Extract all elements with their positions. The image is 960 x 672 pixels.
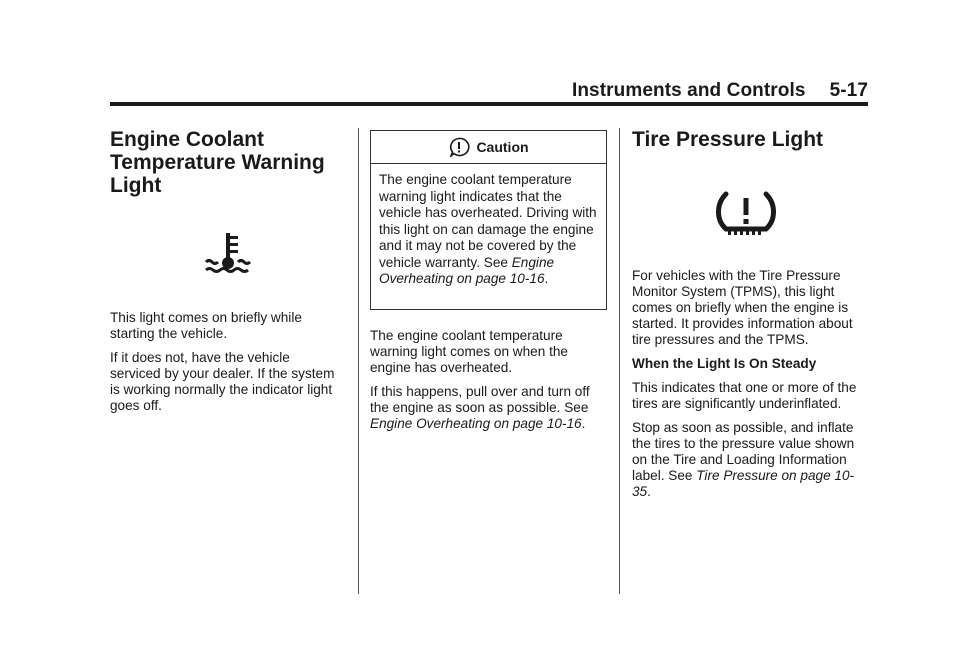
tire-pressure-description bbox=[632, 268, 868, 508]
page-number: 5-17 bbox=[829, 80, 868, 101]
tpms-paragraph-3: Stop as soon as possible, and inflate the tires to the pressure value shown on the Tire and Loading Information label. See Tire Pressure on page 10-35. bbox=[632, 420, 855, 499]
caution-icon bbox=[448, 137, 470, 157]
tire-pressure-icon bbox=[714, 188, 778, 238]
caution-text: The engine coolant temperature warning light indicates that the vehicle has overheated. Driving with this light on can damage the engine and it may not be covered by the vehicle warranty. See bbox=[379, 172, 597, 270]
caution-reference-link[interactable]: Engine Overheating on page 10-16 bbox=[379, 254, 555, 286]
header-rule bbox=[110, 102, 868, 106]
overheat-paragraph-2: If this happens, pull over and turn off the engine as soon as possible. See Engine Overheating on page 10-16. bbox=[370, 384, 590, 431]
engine-coolant-temperature-icon bbox=[203, 232, 253, 276]
section-title: Instruments and Controls bbox=[571, 80, 806, 101]
tpms-paragraph-2: This indicates that one or more of the tires are significantly underinflated. bbox=[632, 380, 857, 411]
caution-box bbox=[370, 130, 607, 310]
coolant-paragraph-2: If it does not, have the vehicle serviced by your dealer. If the system is working normally the indicator light goes off. bbox=[110, 350, 335, 413]
coolant-section-title: Engine Coolant Temperature Warning Light bbox=[110, 128, 325, 197]
tpms-paragraph-1: For vehicles with the Tire Pressure Monitor System (TPMS), this light comes on briefly when the engine is started. It provides information about tire pressures and the TPMS. bbox=[632, 268, 853, 347]
column-divider-1 bbox=[358, 128, 359, 594]
overheat-reference-link[interactable]: Engine Overheating on page 10-16 bbox=[370, 416, 582, 431]
overheat-paragraph-1: The engine coolant temperature warning light comes on when the engine has overheated. bbox=[370, 328, 568, 375]
caution-label: Caution bbox=[476, 139, 529, 155]
overheat-description bbox=[370, 328, 606, 440]
page-header bbox=[572, 80, 868, 102]
caution-header bbox=[371, 131, 606, 164]
tpms-subheading: When the Light Is On Steady bbox=[632, 356, 817, 371]
tire-pressure-section-title: Tire Pressure Light bbox=[632, 128, 824, 151]
coolant-paragraph-1: This light comes on briefly while starting the vehicle. bbox=[110, 310, 302, 341]
caution-body: The engine coolant temperature warning light indicates that the vehicle has overheated. Driving with this light on can damage the engine and it may not be covered by the vehicle warranty. See Engine Overheating on page 10-16. bbox=[379, 172, 597, 286]
column-divider-2 bbox=[619, 128, 620, 594]
coolant-description bbox=[110, 310, 342, 422]
tire-pressure-reference-link[interactable]: Tire Pressure on page 10-35 bbox=[632, 468, 855, 499]
